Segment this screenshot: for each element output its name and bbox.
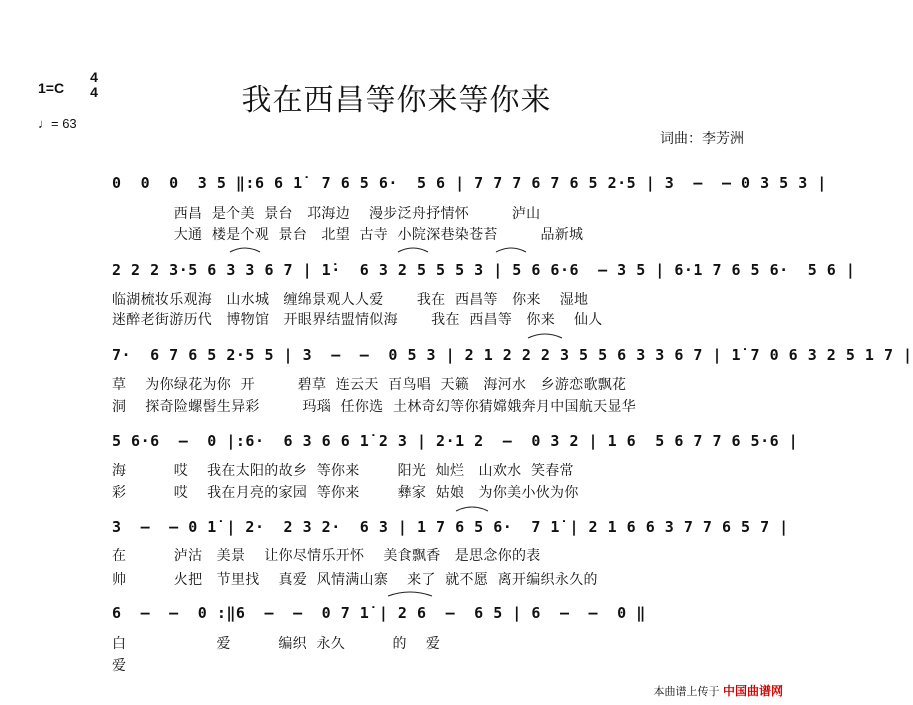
lyrics-row-3-verse-2: 洞 探奇险螺髻生异彩 玛瑙 任你选 土林奇幻等你猜嫦娥奔月中国航天显华 — [112, 399, 637, 415]
notation-row-3: 7· 6 7 6 5 2·5 5 | 3 – – 0 5 3 | 2 1 2 2 2 3 5 5 6 3 3 6 7 | 1̇ 7 0 6 3 2 5 1 7 | — [112, 346, 913, 364]
lyrics-row-2-verse-2: 迷醉老街游历代 博物馆 开眼界结盟情似海 我在 西昌等 你来 仙人 — [112, 312, 603, 328]
notation-row-4: 5 6·6 – 0 |:6· 6 3 6 6 1̇ 2 3 | 2·1 2 – 0 3 2 | 1 6 5 6 7 7 6 5·6 | — [112, 432, 799, 450]
slur-mark — [496, 248, 526, 252]
lyrics-row-4-verse-1: 海 哎 我在太阳的故乡 等你来 阳光 灿烂 山欢水 笑春常 — [112, 463, 574, 479]
credit-line: 词曲：李芳洲 — [660, 131, 744, 147]
slur-mark — [230, 248, 260, 252]
slur-mark — [456, 507, 488, 511]
lyrics-row-1-verse-1: 西昌 是个美 景台 邛海边 漫步泛舟抒情怀 泸山 — [112, 206, 541, 222]
notation-row-2: 2 2 2 3·5 6 3 3 6 7 | 1̇· 6 3 2 5 5 5 3 | 5 6 6·6 – 3 5 | 6·1 7 6 5 6· 5 6 | — [112, 261, 856, 279]
slur-mark — [528, 334, 562, 338]
notation-row-6: 6 – – 0 :‖6 – – 0 7 1̇ | 2 6 – 6 5 | 6 – – 0 ‖ — [112, 604, 646, 622]
notation-row-5: 3 – – 0 1̇ | 2· 2 3 2· 6 3 | 1 7 6 5 6· 7 1̇ | 2 1 6 6 3 7 7 6 5 7 | — [112, 518, 789, 536]
lyrics-row-2-verse-1: 临湖梳妆乐观海 山水城 缠绵景观人人爱 我在 西昌等 你来 湿地 — [112, 292, 589, 308]
lyrics-row-4-verse-2: 彩 哎 我在月亮的家园 等你来 彝家 姑娘 为你美小伙为你 — [112, 485, 579, 501]
page-title: 我在西昌等你来等你来 — [241, 83, 552, 118]
slur-mark — [388, 592, 432, 596]
lyrics-row-1-verse-2: 大通 楼是个观 景台 北望 古寺 小院深巷染苍苔 品新城 — [112, 227, 584, 243]
site-logo: 中国曲谱网 — [722, 684, 783, 698]
lyrics-row-6-verse-1: 白 爱 编织 永久 的 爱 — [112, 636, 441, 652]
footer-credit — [653, 682, 783, 699]
slur-mark — [398, 248, 428, 252]
notation-row-1: 0 0 0 3 5 ‖:6 6 1̇ 7 6 5 6· 5 6 | 7 7 7 6 7 6 5 2·5 | 3 – – 0 3 5 3 | — [112, 174, 827, 192]
lyrics-row-3-verse-1: 草 为你绿花为你 开 碧草 连云天 百鸟唱 天籁 海河水 乡游恋歌飘花 — [112, 377, 627, 393]
key-signature: 1=C — [38, 80, 65, 96]
time-numerator: 4 — [90, 69, 98, 85]
footer-uploaded-label: 本曲谱上传于 — [653, 685, 720, 698]
lyrics-row-5-verse-1: 在 泸沽 美景 让你尽情乐开怀 美食飘香 是思念你的表 — [112, 548, 541, 564]
lyrics-row-5-verse-2: 帅 火把 节里找 真爱 风情满山寨 来了 就不愿 离开编织永久的 — [112, 572, 598, 588]
tempo-marking: ♩= 63 — [38, 116, 77, 131]
time-denominator: 4 — [90, 84, 98, 100]
lyrics-row-6-verse-2: 爱 — [112, 658, 127, 674]
